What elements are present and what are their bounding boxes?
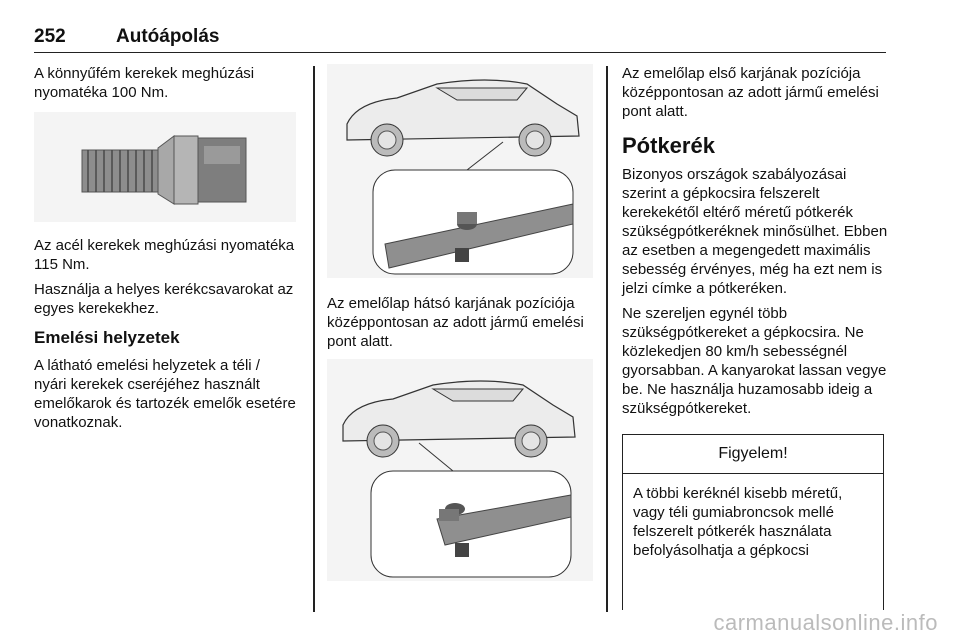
paragraph-spare-regulations: Bizonyos országok szabályozásai szerint a gépkocsira felszerelt kerekekétől eltérő méretű pótkerék szükségpótkeréknek minősülhet. Ebben az esetben a megengedett maximális sebesség érvényes, még ha ezt nem is jelzi címke a pótkeréken.	[622, 166, 888, 297]
rear-lift-figure	[327, 64, 593, 278]
warning-title: Figyelem!	[623, 435, 883, 474]
car-front-lift-illustration	[327, 359, 593, 581]
paragraph-front-lift: Az emelőlap első karjának pozíciója középpontosan az adott jármű emelési pont alatt.	[622, 65, 879, 120]
paragraph-lifting-info: A látható emelési helyzetek a téli / nyári kerekek cseréjéhez használt emelőkarok és tartozék emelők esetére vonatkoznak.	[34, 357, 296, 431]
column-divider	[313, 66, 315, 612]
wheel-bolt-figure	[34, 112, 296, 222]
column-left	[34, 64, 296, 438]
watermark: carmanualsonline.info	[713, 610, 938, 635]
heading-spare-wheel: Pótkerék	[622, 133, 715, 158]
wheel-bolt-illustration	[34, 112, 296, 222]
page-number: 252	[34, 26, 66, 47]
page-header	[34, 22, 886, 53]
paragraph-steel-torque: Az acél kerekek meghúzási nyomatéka 115 Nm.	[34, 237, 295, 273]
caption-rear-lift: Az emelőlap hátsó karjának pozíciója középpontosan az adott jármű emelési pont alatt.	[327, 295, 584, 350]
car-rear-lift-illustration	[327, 64, 593, 278]
column-middle	[327, 64, 593, 581]
paragraph-spare-usage: Ne szereljen egynél több szükségpótkereket a gépkocsira. Ne közlekedjen 80 km/h sebességnél gyorsabban. A kanyarokat lassan vegye be. Ne használja huzamosabb ideig a szükségpótkereket.	[622, 305, 887, 417]
heading-lifting-positions: Emelési helyzetek	[34, 328, 180, 347]
section-title: Autóápolás	[116, 26, 220, 47]
paragraph-alloy-torque: A könnyűfém kerekek meghúzási nyomatéka 100 Nm.	[34, 65, 255, 101]
column-divider	[606, 66, 608, 612]
column-right	[622, 64, 888, 424]
front-lift-figure	[327, 359, 593, 581]
paragraph-correct-bolts: Használja a helyes kerékcsavarokat az egyes kerekekhez.	[34, 281, 294, 317]
warning-box	[622, 434, 884, 610]
warning-text: A többi keréknél kisebb méretű, vagy téli gumiabroncsok mellé felszerelt pótkerék használata befolyásolhatja a gépkocsi	[633, 485, 843, 559]
